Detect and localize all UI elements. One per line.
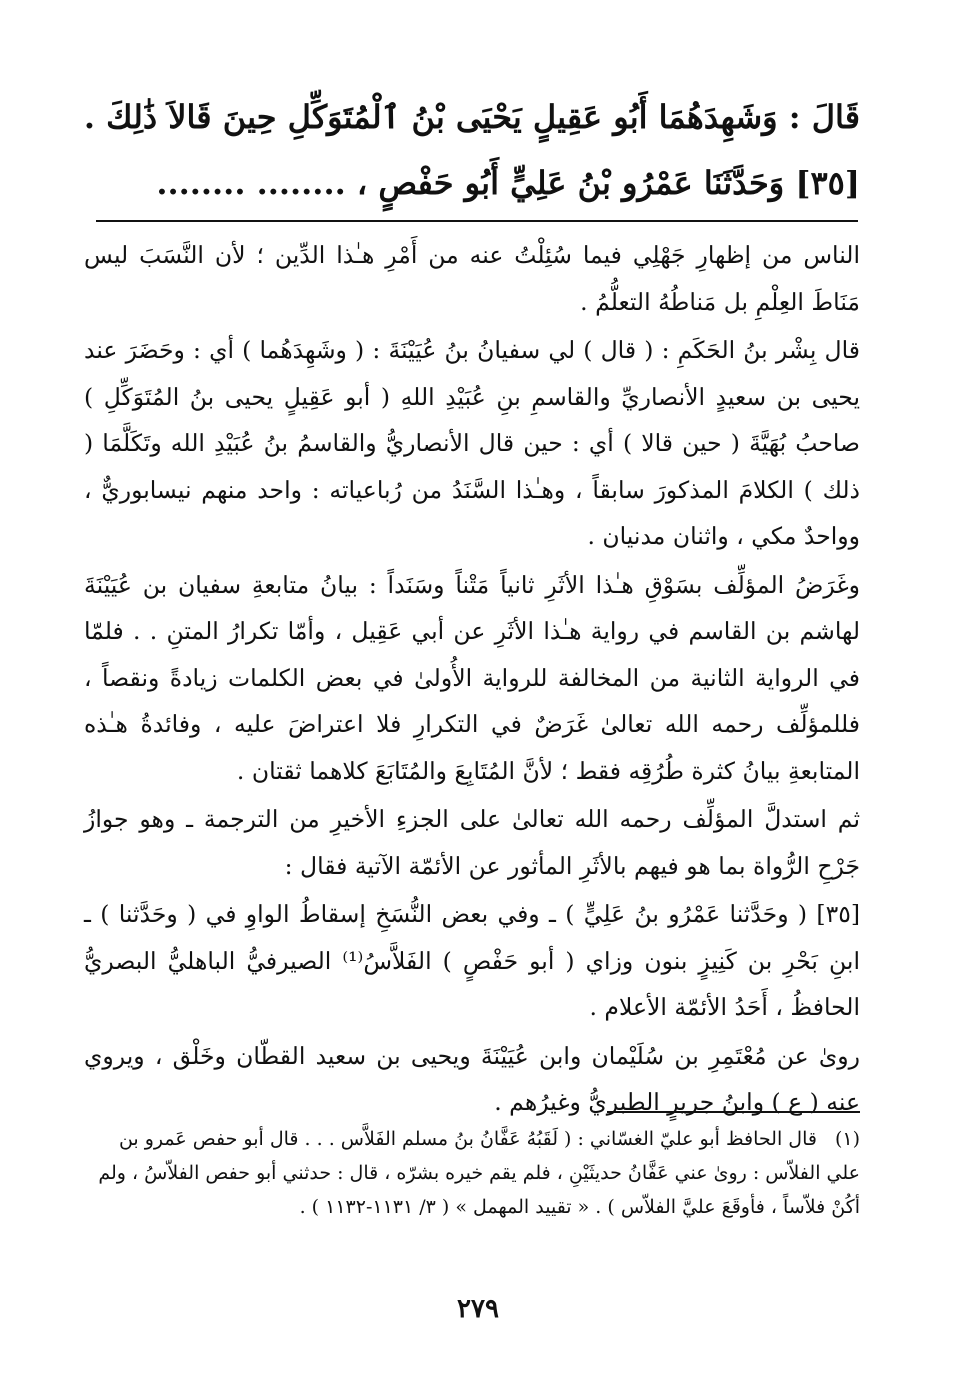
commentary-paragraph: ثم استدلَّ المؤلِّف رحمه الله تعالىٰ على الجزءِ الأخيرِ من الترجمة ـ وهو جوازُ جَرْحِ الرُّواة بما هو فيهم بالأثَرِ المأثور عن الأئمّة الآتية فقال :: [84, 805, 860, 880]
hadith-line-1: قَالَ : وَشَهِدَهُمَا أَبُو عَقِيلٍ يَحْيَى بْنُ ٱلْمُتَوَكِّلِ حِينَ قَالاَ ذَٰلِكَ .: [83, 98, 860, 136]
footnote: [84, 1122, 860, 1224]
footnote-divider: [607, 1111, 860, 1113]
commentary-block: [84, 232, 860, 1128]
commentary-paragraph: قال بِشْر بنُ الحَكَمِ : ( قال ) لي سفيانُ بنُ عُيَيْنَةَ : ( وشَهِدَهُما ) أي : وحَضَرَ عند يحيى بن سعيدٍ الأنصاريِّ والقاسمِ بنِ عُبَيْدِ اللهِ ( أبو عَقِيلٍ يحيى بنُ المُتَوَكِّلِ ) صاحبُ بُهَيَّةَ ( حين قالا ) أي : حين قال الأنصاريُّ والقاسمُ بنُ عُبَيْدِ الله وتَكَلَّمَا ( ذلك ) الكلامَ المذكورَ سابقاً ، وهـٰذا السَّنَدُ من رُباعياته : واحد منهم نيسابوريٌّ ، وواحدٌ مكي ، واثنان مدنيان .: [84, 336, 860, 550]
commentary-paragraph: الناس من إظهارِ جَهْلِي فيما سُئِلْتُ عنه من أَمْرِ هـٰذا الدِّين ؛ لأن النَّسَبَ ليس مَنَاطَ العِلْمِ بل مَناطُهُ التعلُّمُ .: [84, 241, 860, 316]
hadith-line-2: [٣٥] وَحَدَّثَنَا عَمْرُو بْنُ عَلِيٍّ أَبُو حَفْصٍ ، ........ ........: [156, 164, 860, 202]
commentary-paragraph: [٣٥] ( وحَدَّثنا عَمْرُو بنُ عَلِيٍّ ) ـ وفي بعض النُّسَخِ إسقاطُ الواوِ في ( وحَدَّثنا ) ـ ابنِ بَحْرِ بن كَنِيزٍ بنون وزاي ( أبو حَفْصٍ ) الفَلاَّسُ⁽¹⁾ الصيرفيُّ الباهليُّ البصريُّ الحافظُ ، أَحَدُ الأئمّة الأعلام .: [84, 900, 860, 1021]
footnote-number: (١): [834, 1128, 860, 1150]
commentary-paragraph: وغَرَضُ المؤلِّف بسَوْقِ هـٰذا الأثَرِ ثانياً مَتْناً وسَنَداً : بيانُ متابعةِ سفيان بن عُيَيْنَةَ لهاشم بن القاسم في رواية هـٰذا الأثَرِ عن أبي عَقِيل ، وأمّا تكرارُ المتنِ . . فلمّا في الرواية الثانية من المخالفة للرواية الأُولىٰ في بعض الكلمات زيادةً ونقصاً ، فللمؤلِّف رحمه الله تعالىٰ غَرَضٌ في التكرارِ فلا اعتراضَ عليه ، وفائدةُ هـٰذه المتابعةِ بيانُ كثرة طُرُقِه فقط ؛ لأنَّ المُتَابِعَ والمُتَابَعَ كلاهما ثقتان .: [84, 570, 860, 785]
hadith-text: [83, 84, 860, 216]
footnote-text: قال الحافظ أبو عليّ الغسّاني : ( لَقَبُهُ عَفَّانُ بنُ مسلم الفَلاَّس . . . قال أبو حفص عَمرو بن علي الفلاّس : روىٰ عني عَفَّانُ حديثَيْنِ ، فلم يقم خيره بشرّه ، قال : حدثني أبو حفص الفلاّسُ ، ولم أكُنْ فلاّساً ، فأوقَعَ عليَّ الفلاّس ) . « تقييد المهمل » ( ٣/ ١١٣١-١١٣٢ ) .: [98, 1128, 860, 1218]
page-number: ٢٧٩: [457, 1294, 499, 1324]
commentary-paragraph: روىٰ عن مُعْتَمِرِ بن سُلَيْمان وابن عُيَيْنَةَ ويحيى بن سعيد القطّان وخَلْق ، ويروي عنه ( ع ) وابنُ جريرٍ الطبريُّ وغيرُهم .: [84, 1041, 860, 1116]
top-divider: [96, 220, 858, 222]
